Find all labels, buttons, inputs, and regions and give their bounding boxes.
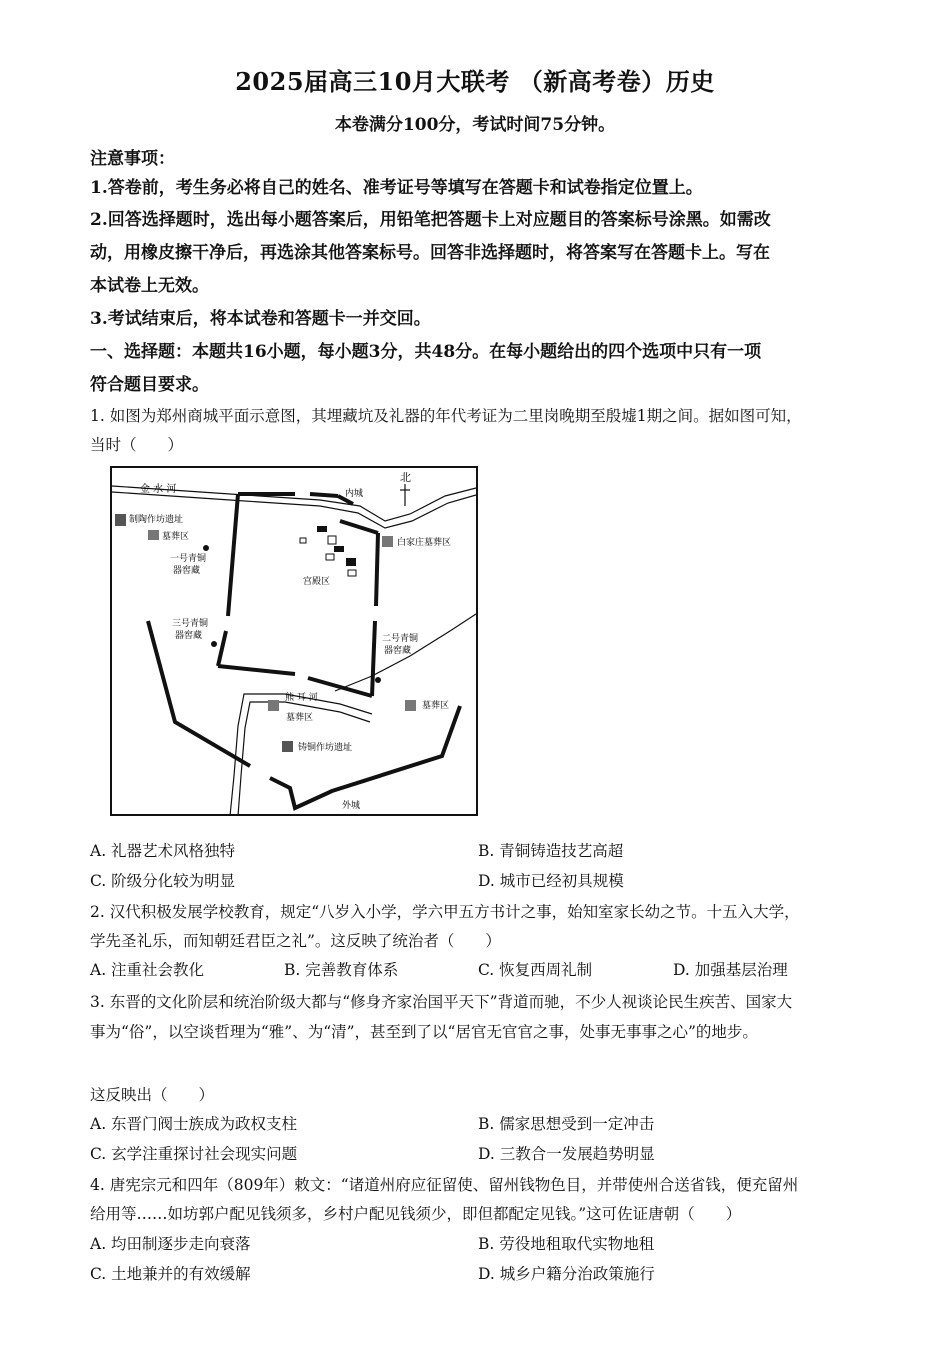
q1-option-c: C. 阶级分化较为明显 (90, 872, 236, 890)
question-2-line-2: 学先圣礼乐，而知朝廷君臣之礼”。这反映了统治者（ ） (90, 932, 501, 950)
question-4-line-2: 给用等……如坊郭户配见钱须多，乡村户配见钱须少，即但都配定见钱。”这可佐证唐朝（ ） (90, 1205, 742, 1223)
palace-building (346, 558, 356, 566)
hoard-3-label-line-2: 器窖藏 (175, 631, 203, 641)
hoard-2-label-line-2: 器窖藏 (384, 646, 412, 656)
exam-subtitle: 本卷满分100分，考试时间75分钟。 (334, 115, 616, 135)
hoard-1-marker (203, 545, 209, 551)
q3-option-a: A. 东晋门阀士族成为政权支柱 (90, 1115, 298, 1133)
question-2-line-1: 2. 汉代积极发展学校教育，规定“八岁入小学，学六甲五方书计之事，始知室家长幼之节。十五入大学， (90, 903, 800, 921)
bronze-workshop-label: 铸铜作坊遗址 (298, 743, 353, 753)
question-3-line-2: 事为“俗”，以空谈哲理为“雅”、为“清”，甚至到了以“居官无官官之事，处事无事事之心”的地步。 (90, 1023, 758, 1041)
q4-option-c: C. 土地兼并的有效缓解 (90, 1265, 251, 1283)
palace-building (328, 536, 336, 544)
q4-option-a: A. 均田制逐步走向衰落 (90, 1235, 251, 1253)
section-heading-line-1: 一、选择题：本题共16小题，每小题3分，共48分。在每小题给出的四个选项中只有一项 (90, 342, 762, 362)
notice-heading: 注意事项： (90, 149, 175, 169)
inner-wall-northeast (338, 496, 378, 533)
q1-option-a: A. 礼器艺术风格独特 (90, 842, 236, 860)
river-bottom-label: 熊 耳 河 (285, 693, 318, 703)
inner-wall-west (218, 494, 238, 666)
river-top-label: 金 水 河 (140, 484, 177, 495)
zhengzhou-city-map (110, 466, 478, 816)
cemetery-symbol (148, 530, 159, 540)
hoard-1-label-line-1: 一号青铜 (170, 554, 207, 564)
q2-option-d: D. 加强基层治理 (673, 961, 788, 979)
palace-building (348, 570, 356, 576)
question-3-line-1: 3. 东晋的文化阶层和统治阶级大都与“修身齐家治国平天下”背道而驰，不少人视谈论民生疾苦、国家大 (90, 993, 793, 1011)
baijiazhuang-label: 白家庄墓葬区 (397, 538, 452, 548)
hoard-2-marker (375, 677, 381, 683)
hoard-3-marker (211, 641, 217, 647)
hoard-1-label-line-2: 器窖藏 (173, 566, 201, 576)
q2-option-c: C. 恢复西周礼制 (478, 961, 593, 979)
q3-option-c: C. 玄学注重探讨社会现实问题 (90, 1145, 298, 1163)
question-1-line-1: 1. 如图为郑州商城平面示意图，其埋藏坑及礼器的年代考证为二里岗晚期至殷墟1期之间。据如图可知， (90, 407, 802, 425)
workshop-symbol (115, 514, 126, 526)
notice-item-3: 3.考试结束后，将本试卷和答题卡一并交回。 (90, 309, 431, 329)
palace-building (317, 526, 327, 532)
outer-city-label: 外城 (342, 801, 361, 811)
inner-wall-south (218, 666, 372, 696)
q4-option-d: D. 城乡户籍分治政策施行 (478, 1265, 655, 1283)
pottery-workshop-label: 制陶作坊遗址 (129, 515, 184, 525)
notice-item-2-line-2: 动，用橡皮擦干净后，再选涂其他答案标号。回答非选择题时，将答案写在答题卡上。写在 (90, 243, 770, 263)
cemetery-label-nw: 墓葬区 (162, 532, 190, 542)
q2-option-b: B. 完善教育体系 (284, 961, 399, 979)
q3-option-b: B. 儒家思想受到一定冲击 (478, 1115, 655, 1133)
cemetery-symbol (382, 536, 393, 547)
inner-city-label: 内城 (345, 489, 364, 499)
inner-wall-east (372, 533, 378, 696)
exam-title: 2025届高三10月大联考 （新高考卷）历史 (235, 67, 715, 96)
question-1-line-2: 当时（ ） (90, 436, 184, 454)
cemetery-label-se: 墓葬区 (422, 701, 450, 711)
q4-option-b: B. 劳役地租取代实物地租 (478, 1235, 655, 1253)
notice-item-1: 1.答卷前，考生务必将自己的姓名、准考证号等填写在答题卡和试卷指定位置上。 (90, 178, 703, 198)
hoard-3-label-line-1: 三号青铜 (172, 619, 209, 629)
north-label: 北 (400, 471, 411, 484)
cemetery-symbol (405, 700, 416, 711)
q1-option-d: D. 城市已经初具规模 (478, 872, 624, 890)
workshop-symbol (282, 741, 293, 752)
question-3-line-3: 这反映出（ ） (90, 1086, 215, 1104)
section-heading-line-2: 符合题目要求。 (90, 375, 209, 395)
palace-building (300, 538, 306, 543)
hoard-2-label-line-1: 二号青铜 (382, 634, 419, 644)
palace-building (334, 546, 344, 552)
q1-option-b: B. 青铜铸造技艺高超 (478, 842, 624, 860)
notice-item-2-line-3: 本试卷上无效。 (90, 276, 209, 296)
palace-label: 宫殿区 (303, 577, 331, 587)
q2-option-a: A. 注重社会教化 (90, 961, 205, 979)
inner-wall-north (238, 494, 338, 496)
cemetery-symbol (268, 700, 279, 711)
notice-item-2-line-1: 2.回答选择题时，选出每小题答案后，用铅笔把答题卡上对应题目的答案标号涂黑。如需改 (90, 210, 771, 230)
palace-building (326, 554, 334, 560)
question-4-line-1: 4. 唐宪宗元和四年（809年）敕文：“诸道州府应征留使、留州钱物色目，并带使州合送省钱，便充留州 (90, 1176, 799, 1194)
cemetery-label-s: 墓葬区 (286, 713, 314, 723)
q3-option-d: D. 三教合一发展趋势明显 (478, 1145, 655, 1163)
